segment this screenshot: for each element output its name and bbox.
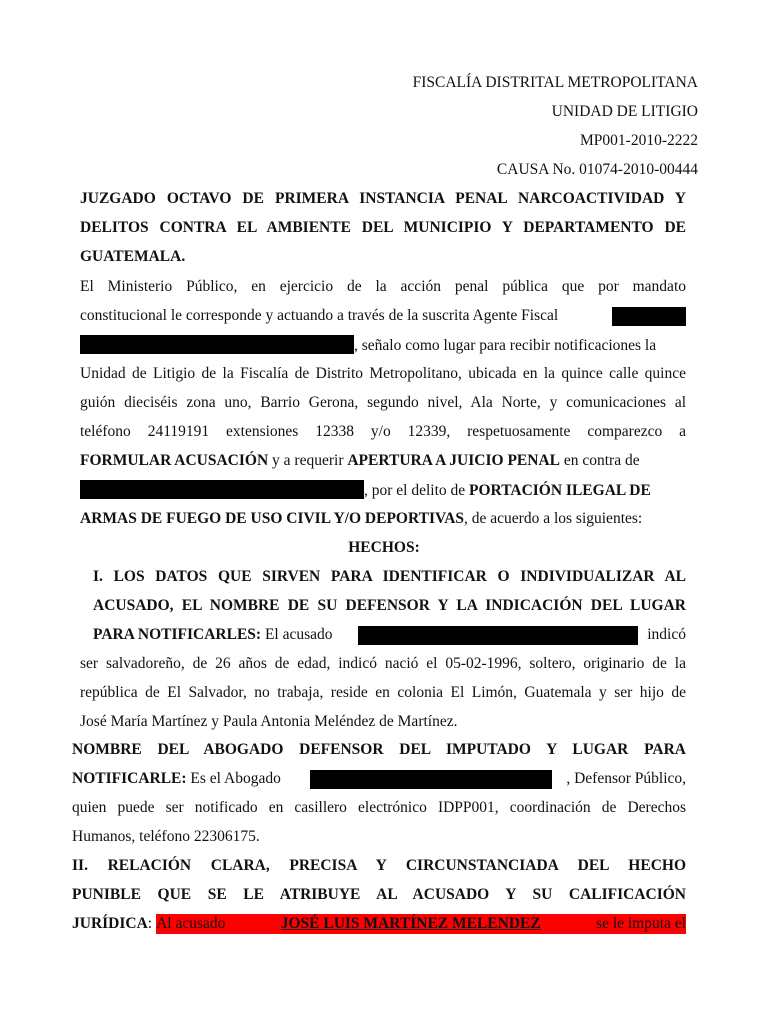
intro-line-7-text-b: en contra de — [559, 452, 640, 469]
formular-acusacion: FORMULAR ACUSACIÓN — [80, 452, 269, 469]
defensor-para-2: Humanos, teléfono 22306175. — [72, 828, 260, 845]
fiscalia-heading: FISCALÍA DISTRITAL METROPOLITANA — [412, 74, 698, 91]
section2-heading-1: II. RELACIÓN CLARA, PRECISA Y CIRCUNSTANCIADA DEL HECHO — [72, 857, 686, 874]
apertura-juicio: APERTURA A JUICIO PENAL — [347, 452, 560, 469]
juzgado-line-2: DELITOS CONTRA EL AMBIENTE DEL MUNICIPIO Y DEPARTAMENTO DE — [80, 219, 686, 236]
accused-name: JOSÉ LUIS MARTÍNEZ MELENDEZ — [280, 915, 541, 932]
unidad-heading: UNIDAD DE LITIGIO — [551, 103, 698, 120]
redacted-accused-name-2 — [358, 626, 638, 645]
highlight-text-a: Al acusado — [156, 915, 226, 932]
intro-line-9-text: , de acuerdo a los siguientes: — [464, 510, 643, 527]
hechos-title: HECHOS: — [348, 539, 420, 556]
section2-heading-2: PUNIBLE QUE SE LE ATRIBUYE AL ACUSADO Y SU CALIFICACIÓN — [72, 886, 686, 903]
intro-line-7 — [80, 451, 640, 471]
section1-heading-3-text: El acusado — [261, 626, 333, 643]
juzgado-line-3: GUATEMALA. — [80, 248, 186, 265]
defensor-heading-1: NOMBRE DEL ABOGADO DEFENSOR DEL IMPUTADO Y LUGAR PARA — [72, 741, 686, 758]
delito-name-a: PORTACIÓN ILEGAL DE — [469, 482, 651, 499]
section1-heading-3 — [93, 625, 333, 645]
redacted-accused-name — [80, 480, 364, 499]
juridica-label: JURÍDICA — [72, 915, 148, 932]
section1-para-1: ser salvadoreño, de 26 años de edad, indicó nació el 05-02-1996, soltero, originario de la — [80, 655, 686, 672]
juzgado-line-1: JUZGADO OCTAVO DE PRIMERA INSTANCIA PENAL NARCOACTIVIDAD Y — [80, 190, 686, 207]
intro-line-6: teléfono 24119191 extensiones 12338 y/o 12339, respetuosamente comparezco a — [80, 423, 686, 440]
notificarle-label: NOTIFICARLE: — [72, 770, 187, 787]
causa-number: CAUSA No. 01074-2010-00444 — [496, 161, 698, 178]
defensor-heading-2 — [72, 769, 281, 789]
section1-heading-1: I. LOS DATOS QUE SIRVEN PARA IDENTIFICAR O INDIVIDUALIZAR AL — [93, 568, 686, 585]
defensor-heading-2-text: Es el Abogado — [186, 770, 281, 787]
redacted-defender-name — [310, 770, 552, 789]
juridica-colon: : — [147, 915, 153, 932]
intro-line-2-text: constitucional le corresponde y actuando a través de la suscrita Agente Fiscal — [80, 307, 559, 324]
intro-line-8-text: , por el delito de — [364, 482, 470, 499]
defensor-publico: , Defensor Público, — [566, 770, 686, 787]
highlighted-imputation — [156, 914, 686, 934]
redacted-fiscal-name-a — [612, 307, 686, 326]
para-notificarles-label: PARA NOTIFICARLES: — [93, 626, 262, 643]
section1-para-2: república de El Salvador, no trabaja, reside en colonia El Limón, Guatemala y ser hijo de — [80, 684, 686, 701]
mp-number: MP001-2010-2222 — [580, 132, 698, 149]
intro-line-8 — [80, 480, 651, 501]
section2-heading-3 — [72, 914, 686, 934]
intro-line-1: El Ministerio Público, en ejercicio de la acción penal pública que por mandato — [80, 278, 686, 295]
section1-para-3: José María Martínez y Paula Antonia Meléndez de Martínez. — [80, 713, 458, 730]
section1-heading-2: ACUSADO, EL NOMBRE DE SU DEFENSOR Y LA INDICACIÓN DEL LUGAR — [93, 597, 686, 614]
highlight-text-b: se le imputa el — [596, 915, 686, 932]
intro-line-3-text: , señalo como lugar para recibir notificaciones la — [354, 337, 657, 354]
intro-line-4: Unidad de Litigio de la Fiscalía de Distrito Metropolitano, ubicada en la quince calle quince — [80, 365, 686, 382]
delito-name-b: ARMAS DE FUEGO DE USO CIVIL Y/O DEPORTIVAS — [80, 510, 465, 527]
intro-line-2 — [80, 306, 558, 326]
indico-word: indicó — [647, 626, 686, 643]
intro-line-5: guión dieciséis zona uno, Barrio Gerona, segundo nivel, Ala Norte, y comunicaciones al — [80, 394, 686, 411]
defensor-para-1: quien puede ser notificado en casillero electrónico IDPP001, coordinación de Derechos — [72, 799, 686, 816]
intro-line-3 — [80, 335, 656, 356]
intro-line-9 — [80, 509, 642, 529]
intro-line-7-text-a: y a requerir — [268, 452, 348, 469]
redacted-fiscal-name-b — [80, 335, 354, 354]
